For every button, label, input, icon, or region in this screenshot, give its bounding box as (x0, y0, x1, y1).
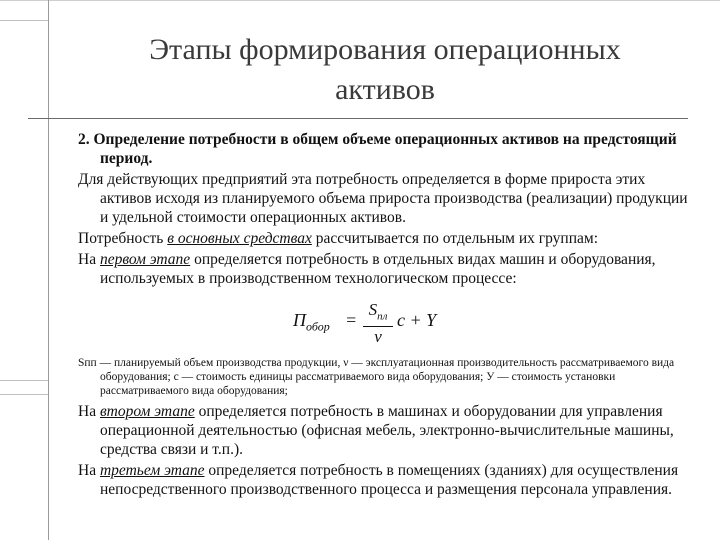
paragraph-existing-enterprises: Для действующих предприятий эта потребность определяется в форме прироста этих активов исходя из планируемого объема прироста производства (реализации) продукции и удельной стоимости операционных активов. (78, 171, 688, 226)
top-border (0, 0, 720, 1)
formula-lhs (293, 310, 330, 335)
emphasis-fixed-assets: в основных средствах (167, 230, 312, 247)
emphasis-third-stage: третьем этапе (99, 462, 205, 479)
formula-equals: = (345, 310, 358, 330)
text-run: рассчитывается по отдельным их группам: (311, 230, 598, 247)
emphasis-first-stage: первом этапе (99, 251, 191, 268)
formula-lhs-subscript: обор (306, 319, 330, 334)
margin-tick (0, 394, 48, 395)
slide-content (78, 130, 698, 501)
formula-legend: Sпп — планируемый объем производства продукции, ν — эксплуатационная производительность рассматриваемого вида оборудования; с — стоимость единицы рассматриваемого вида оборудования; У — стоимость установки рассматриваемого вида оборудования; (78, 357, 675, 397)
emphasis-second-stage: втором этапе (99, 403, 195, 420)
title-line-2: активов (335, 73, 435, 106)
text-run: На (78, 251, 100, 268)
paragraph-fixed-assets (78, 229, 698, 248)
paragraph-third-stage (78, 461, 698, 499)
paragraph-step-2: 2. Определение потребности в общем объеме операционных активов на предстоящий период. (78, 131, 677, 167)
text-run: определяется потребность в помещениях (зданиях) для осуществления непосредственного производственного процесса и размещения персонала управления. (100, 462, 679, 498)
formula-remainder: c + Y (397, 310, 437, 330)
left-border (48, 0, 49, 540)
text-run: определяется потребность в машинах и оборудовании для управления операционной деятельностью (офисная мебель, электронно-вычислительные машины, средства связи и т.п.). (100, 403, 674, 458)
paragraph-first-stage (78, 250, 698, 288)
formula-fraction (363, 300, 393, 347)
text-run: На (78, 403, 100, 420)
title-line-1: Этапы формирования операционных (149, 33, 621, 66)
formula-denominator: ν (374, 327, 382, 347)
formula-num-subscript: пл (377, 310, 388, 323)
margin-tick (0, 380, 48, 381)
formula-lhs-symbol: П (293, 310, 306, 330)
paragraph-second-stage (78, 402, 698, 459)
text-run: На (78, 462, 100, 479)
title-rule (28, 118, 688, 119)
margin-tick (0, 20, 48, 21)
slide-title (60, 30, 710, 110)
text-run: определяется потребность в отдельных видах машин и оборудования, используемых в производственном технологическом процессе: (100, 251, 656, 287)
text-run: Потребность (78, 230, 168, 247)
formula-num-symbol: S (368, 300, 378, 319)
formula (293, 300, 698, 347)
formula-numerator (363, 300, 393, 327)
